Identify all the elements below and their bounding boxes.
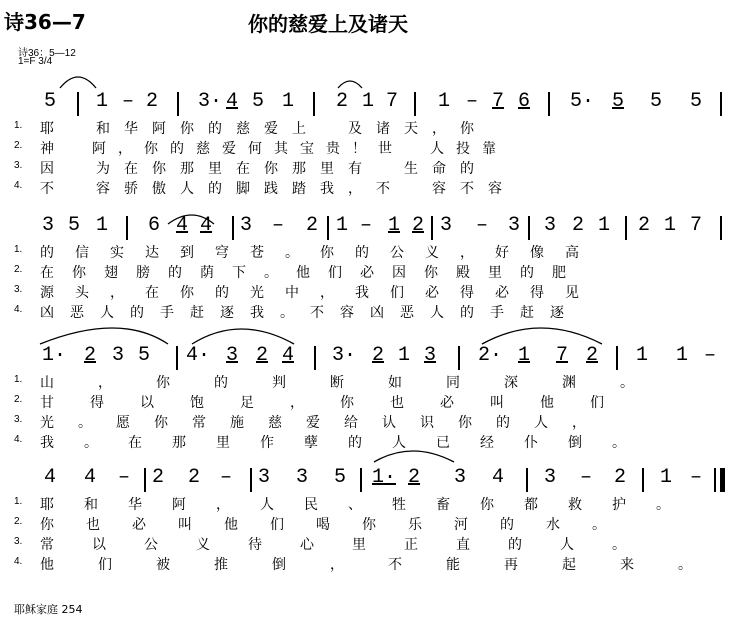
note: 1·	[42, 344, 67, 367]
barline	[714, 468, 716, 492]
barline	[360, 468, 362, 492]
lyric-line-1-3	[0, 158, 739, 180]
note: –	[580, 466, 593, 489]
note: –	[272, 214, 285, 237]
verse-number: 2.	[14, 264, 23, 275]
lyric-line-4-4	[0, 554, 739, 576]
note: –	[704, 344, 717, 367]
barline	[232, 216, 234, 240]
final-barline	[720, 468, 725, 492]
note: 3·	[198, 90, 223, 113]
lyric-line-2-1	[0, 242, 739, 264]
barline	[616, 346, 618, 370]
note: –	[360, 214, 373, 237]
barline	[327, 216, 329, 240]
note: 7	[492, 90, 505, 113]
note: 2	[256, 344, 269, 367]
barline	[77, 92, 79, 116]
note: 1	[598, 214, 611, 237]
note: 7	[690, 214, 703, 237]
barline	[431, 216, 433, 240]
note: 2	[586, 344, 599, 367]
note: –	[466, 90, 479, 113]
verse-number: 3.	[14, 160, 23, 171]
lyric-line-3-4	[0, 432, 739, 454]
barline	[176, 346, 178, 370]
barline	[250, 468, 252, 492]
note: 6	[518, 90, 531, 113]
verse-number: 2.	[14, 516, 23, 527]
verse-number: 2.	[14, 140, 23, 151]
note: 1	[96, 90, 109, 113]
lyric-line-3-2	[0, 392, 739, 414]
verse-number: 1.	[14, 496, 23, 507]
lyric-text: 在你翅膀的荫下。他们必因你殿里的肥	[40, 265, 584, 281]
lyric-text: 你也必叫他们喝你乐河的水。	[40, 517, 638, 533]
lyric-text: 他们被推倒，不能再起来。	[40, 557, 736, 573]
notes-row-1	[0, 90, 739, 116]
note: 4	[492, 466, 505, 489]
note: 2	[146, 90, 159, 113]
note: 2	[152, 466, 165, 489]
note: 1	[676, 344, 689, 367]
lyric-line-1-4	[0, 178, 739, 200]
note: 5	[44, 90, 57, 113]
lyric-line-4-1	[0, 494, 739, 516]
note: 2	[408, 466, 421, 489]
note: –	[118, 466, 131, 489]
lyric-text: 神 阿，你的慈爱何其宝贵！世 人投靠	[40, 141, 508, 157]
note: –	[122, 90, 135, 113]
note: 7	[556, 344, 569, 367]
note: 1	[438, 90, 451, 113]
scripture-reference: 诗36：5—12	[18, 48, 76, 59]
barline	[528, 216, 530, 240]
note: 1	[398, 344, 411, 367]
note: 5	[68, 214, 81, 237]
note: 4	[44, 466, 57, 489]
lyric-text: 的信实达到穹苍。你的公义，好像高	[40, 245, 600, 261]
lyric-text: 光。愿你常施慈爱给认识你的人，	[40, 415, 610, 431]
note: 1	[388, 214, 401, 237]
verse-number: 3.	[14, 284, 23, 295]
lyric-line-2-3	[0, 282, 739, 304]
lyric-text: 凶恶人的手赶逐我。不容凶恶人的手赶逐	[40, 305, 580, 321]
note: 1	[282, 90, 295, 113]
lyric-line-3-1	[0, 372, 739, 394]
note: 1	[518, 344, 531, 367]
lyric-text: 因 为在你那里在你那里有 生命的	[40, 161, 488, 177]
verse-number: 4.	[14, 434, 23, 445]
note: 3	[440, 214, 453, 237]
notes-row-2	[0, 214, 739, 240]
lyric-text: 我。在那里作孽的人已经仆倒。	[40, 435, 656, 451]
note: 5	[690, 90, 703, 113]
barline	[642, 468, 644, 492]
note: 5	[252, 90, 265, 113]
verse-number: 1.	[14, 120, 23, 131]
note: 4	[282, 344, 295, 367]
note: 3	[508, 214, 521, 237]
note: 5	[138, 344, 151, 367]
note: 3·	[332, 344, 357, 367]
note: 2·	[478, 344, 503, 367]
lyric-line-4-3	[0, 534, 739, 556]
barline	[720, 92, 722, 116]
note: 1	[362, 90, 375, 113]
verse-number: 3.	[14, 536, 23, 547]
note: 3	[544, 466, 557, 489]
note: 3	[424, 344, 437, 367]
lyric-text: 甘得以饱足，你也必叫他们	[40, 395, 640, 411]
barline	[548, 92, 550, 116]
barline	[526, 468, 528, 492]
lyric-line-1-1	[0, 118, 739, 140]
note: 3	[112, 344, 125, 367]
lyric-text: 源头，在你的光中，我们必得必得见	[40, 285, 600, 301]
verse-number: 4.	[14, 180, 23, 191]
barline	[313, 92, 315, 116]
verse-number: 2.	[14, 394, 23, 405]
note: 3	[240, 214, 253, 237]
barline	[177, 92, 179, 116]
barline	[314, 346, 316, 370]
barline	[458, 346, 460, 370]
lyric-text: 耶和华阿，人民、牲畜你都救护。	[40, 497, 700, 513]
note: 4	[200, 214, 213, 237]
note: 3	[544, 214, 557, 237]
verse-number: 4.	[14, 556, 23, 567]
note: 1	[660, 466, 673, 489]
note: 2	[336, 90, 349, 113]
note: 4	[84, 466, 97, 489]
note: 2	[188, 466, 201, 489]
barline	[720, 216, 722, 240]
note: 2	[372, 344, 385, 367]
note: 3	[454, 466, 467, 489]
note: –	[220, 466, 233, 489]
note: 4	[226, 90, 239, 113]
note: 3	[42, 214, 55, 237]
note: 2	[572, 214, 585, 237]
note: 2	[306, 214, 319, 237]
barline	[625, 216, 627, 240]
key-signature: 1=F 3/4	[18, 56, 53, 67]
note: 2	[412, 214, 425, 237]
note: 3	[258, 466, 271, 489]
footer-source: 耶稣家庭 254	[14, 603, 83, 616]
note: 4·	[186, 344, 211, 367]
note: 1·	[372, 466, 397, 489]
lyric-line-2-2	[0, 262, 739, 284]
note: 5	[650, 90, 663, 113]
note: 1	[664, 214, 677, 237]
barline	[126, 216, 128, 240]
notes-row-4	[0, 466, 739, 492]
note: 1	[636, 344, 649, 367]
lyric-text: 耶 和华阿你的慈爱上 及诸天，你	[40, 121, 488, 137]
notes-row-3	[0, 344, 739, 370]
note: 3	[296, 466, 309, 489]
note: 2	[84, 344, 97, 367]
lyric-line-3-3	[0, 412, 739, 434]
note: 2	[614, 466, 627, 489]
barline	[144, 468, 146, 492]
lyric-line-4-2	[0, 514, 739, 536]
note: –	[690, 466, 703, 489]
note: 5	[612, 90, 625, 113]
verse-number: 4.	[14, 304, 23, 315]
note: 7	[386, 90, 399, 113]
lyric-line-1-2	[0, 138, 739, 160]
lyric-text: 不 容骄傲人的脚践踏我，不 容不容	[40, 181, 516, 197]
song-title: 你的慈爱上及诸天	[248, 12, 408, 36]
note: –	[476, 214, 489, 237]
note: 2	[638, 214, 651, 237]
note: 5·	[570, 90, 595, 113]
note: 4	[176, 214, 189, 237]
note: 1	[336, 214, 349, 237]
verse-number: 1.	[14, 374, 23, 385]
song-number: 诗36—7	[4, 10, 86, 34]
lyric-text: 常以公义待心里正直的人。	[40, 537, 664, 553]
verse-number: 3.	[14, 414, 23, 425]
barline	[414, 92, 416, 116]
lyric-line-2-4	[0, 302, 739, 324]
lyric-text: 山，你的判断如同深渊。	[40, 375, 678, 391]
note: 3	[226, 344, 239, 367]
note: 6	[148, 214, 161, 237]
note: 5	[334, 466, 347, 489]
verse-number: 1.	[14, 244, 23, 255]
note: 1	[96, 214, 109, 237]
